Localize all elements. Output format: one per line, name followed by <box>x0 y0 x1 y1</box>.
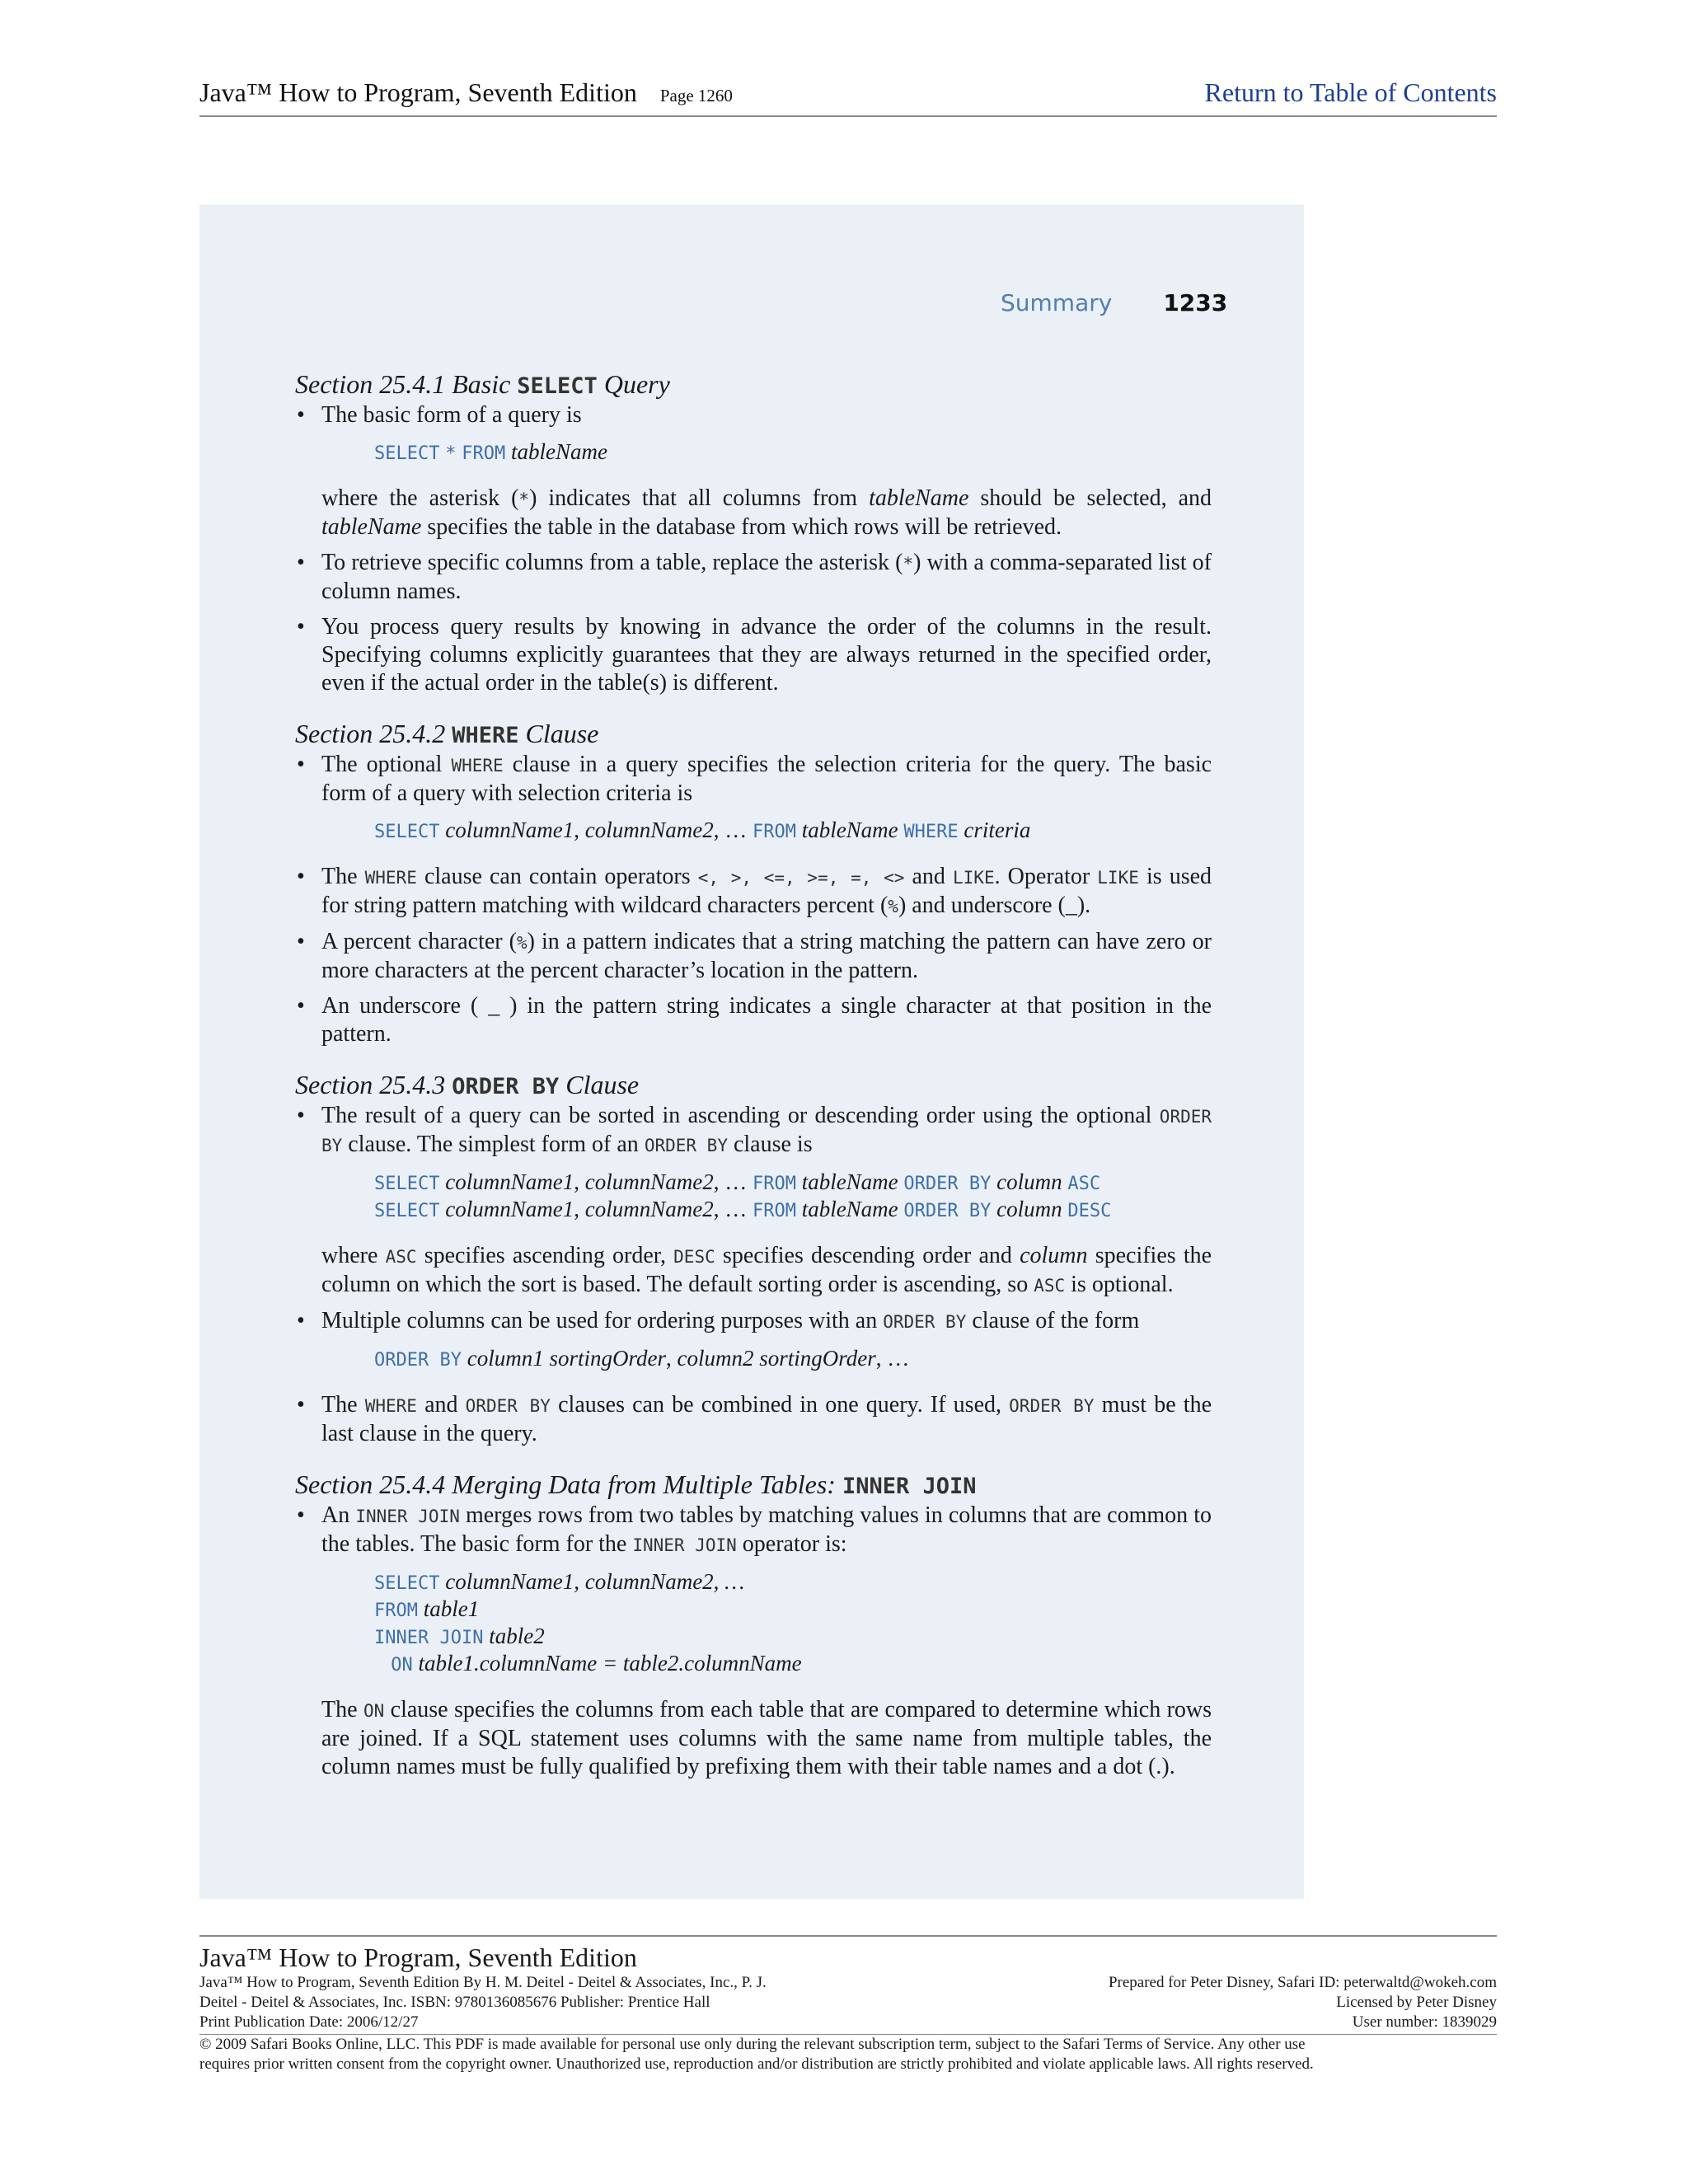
kw: FROM <box>752 1201 796 1221</box>
heading-text: Section 25.4.1 Basic <box>295 369 511 399</box>
list-item <box>295 863 1212 921</box>
footer-right <box>1109 1973 1497 2032</box>
placeholder: column1 <box>467 1346 544 1371</box>
page-footer <box>199 1935 1497 2074</box>
placeholder: criteria <box>964 818 1031 842</box>
text: The <box>321 1392 358 1418</box>
text: and <box>912 864 945 889</box>
code: INNER JOIN <box>355 1507 460 1526</box>
list-item <box>295 992 1212 1048</box>
footer-line: Deitel - Deitel & Associates, Inc. ISBN: 9780136085676 Publisher: Prentice Hall <box>199 1994 710 2011</box>
heading-text: Section 25.4.3 <box>295 1070 446 1099</box>
code: WHERE <box>364 1396 417 1416</box>
placeholder: table2 <box>489 1624 545 1648</box>
placeholder: columnName1 <box>445 1197 574 1221</box>
heading-code: WHERE <box>452 723 519 748</box>
placeholder: table1 <box>423 1596 480 1621</box>
list-item <box>295 401 1212 541</box>
kw: WHERE <box>903 822 959 842</box>
placeholder: columnName2 <box>584 818 714 842</box>
code: LIKE <box>953 868 995 888</box>
code-block <box>374 439 1212 466</box>
text: where the asterisk ( <box>321 485 519 511</box>
text: specifies the column on which the sort is based. The default sorting order is ascending, so <box>321 1243 1212 1297</box>
ellipsis: … <box>724 1169 748 1194</box>
text: The <box>321 864 358 889</box>
section-heading-25-4-1 <box>295 369 1212 401</box>
text: specifies ascending order, <box>424 1243 666 1268</box>
text: clause in a query specifies the selection criteria for the query. The basic form of a query with selection criteria is <box>321 752 1212 806</box>
text: clause is <box>733 1132 813 1157</box>
text: and <box>424 1392 458 1418</box>
kw: FROM <box>374 1601 418 1621</box>
kw: SELECT <box>374 1201 440 1221</box>
text: clause. The simplest form of an <box>348 1132 639 1157</box>
footer-left <box>199 1973 941 2032</box>
placeholder: column <box>996 1197 1062 1221</box>
placeholder: tableName <box>801 818 898 842</box>
heading-text: Section 25.4.4 Merging Data from Multiple Tables: <box>295 1469 836 1499</box>
text: is optional. <box>1071 1272 1174 1297</box>
list-item <box>295 751 1212 845</box>
text: operator is: <box>742 1531 847 1557</box>
kw: INNER JOIN <box>374 1628 484 1648</box>
placeholder: columnName1 <box>445 1169 574 1194</box>
list-item <box>295 613 1212 697</box>
footer-title: Java™ How to Program, Seventh Edition <box>199 1943 637 1972</box>
section-heading-25-4-2 <box>295 719 1212 751</box>
code-block: SELECT columnName1, columnName2, … FROM tableName WHERE criteria <box>374 818 1031 842</box>
placeholder: column2 <box>677 1346 754 1371</box>
footer-line: Java™ How to Program, Seventh Edition By H. M. Deitel - Deitel & Associates, Inc., P. J. <box>199 1974 767 1991</box>
kw: SELECT <box>374 822 440 842</box>
code: ASC <box>1034 1276 1066 1296</box>
copyright-line: © 2009 Safari Books Online, LLC. This PDF is made available for personal use only during the relevant subscription term, subject to the Safari Terms of Service. Any other use <box>199 2036 1306 2053</box>
heading-text-after: Clause <box>565 1070 640 1099</box>
text: A percent character ( <box>321 929 517 954</box>
ellipsis: … <box>887 1346 910 1371</box>
text: ) indicates that all columns from <box>529 485 858 511</box>
placeholder: columnName2 <box>584 1197 714 1221</box>
italic: tableName <box>869 485 969 511</box>
text: You process query results by knowing in advance the order of the columns in the result. Specifying columns explicitly guarantees that they are always returned in the specified order, even if the actual order in the table(s) is different. <box>321 614 1212 696</box>
copyright-line: requires prior written consent from the copyright owner. Unauthorized use, reproduction and/or distribution are strictly prohibited and violate applicable laws. All rights reserved. <box>199 2055 1314 2073</box>
running-head-label: Summary <box>1001 289 1113 316</box>
page-number: 1233 <box>1163 289 1228 316</box>
code: * <box>518 490 530 509</box>
text: ) and underscore (_). <box>898 893 1091 918</box>
copyright <box>199 2035 1497 2074</box>
kw: DESC <box>1067 1201 1112 1221</box>
kw: ASC <box>1067 1174 1101 1194</box>
section-heading-25-4-4 <box>295 1469 1212 1502</box>
code: WHERE <box>451 756 504 776</box>
footer-line: Prepared for Peter Disney, Safari ID: peterwaltd@wokeh.com <box>1108 1974 1497 1991</box>
toc-link[interactable]: Return to Table of Contents <box>1204 77 1497 107</box>
text: clauses can be combined in one query. If used, <box>558 1392 1001 1418</box>
footer-line: User number: 1839029 <box>1352 2013 1497 2031</box>
kw: ON <box>391 1655 413 1675</box>
heading-code: ORDER BY <box>452 1074 560 1099</box>
code-block: SELECT columnName1, columnName2, … FROM tableName ORDER BY column ASC SELECT columnName1, columnName2, … FROM tableName ORDER BY column DESC <box>374 1169 1112 1221</box>
code-block: ORDER BY column1 sortingOrder, column2 sortingOrder, … <box>374 1346 910 1371</box>
text: Multiple columns can be used for ordering purposes with an <box>321 1308 878 1333</box>
page-label: Page 1260 <box>659 86 733 105</box>
book-title-text: Java™ How to Program, Seventh Edition <box>199 77 637 107</box>
text: merges rows from two tables by matching values in columns that are common to the tables. The basic form for the <box>321 1502 1212 1557</box>
code-block <box>374 1569 1212 1678</box>
placeholder: tableName <box>801 1197 898 1221</box>
text: specifies the table in the database from which rows will be retrieved. <box>427 514 1062 540</box>
kw: FROM <box>752 822 796 842</box>
text: must be the last clause in the query. <box>321 1392 1212 1446</box>
footer-line: Print Publication Date: 2006/12/27 <box>199 2013 419 2031</box>
bullet-list <box>295 401 1212 697</box>
text: To retrieve specific columns from a table, replace the asterisk ( <box>321 550 903 575</box>
text: clause can contain operators <box>424 864 691 889</box>
text: is used for string pattern matching with wildcard characters percent ( <box>321 864 1212 918</box>
placeholder: tableName <box>801 1169 898 1194</box>
heading-text-after: Clause <box>525 719 599 748</box>
text: The result of a query can be sorted in ascending or descending order using the optional <box>321 1103 1152 1128</box>
code: WHERE <box>364 868 417 888</box>
heading-text: Section 25.4.2 <box>295 719 446 748</box>
placeholder: tableName <box>510 439 607 464</box>
kw: SELECT <box>374 1174 440 1194</box>
code: * <box>903 554 914 574</box>
text: specifies descending order and <box>722 1243 1012 1268</box>
paragraph <box>321 485 1212 541</box>
section-heading-25-4-3 <box>295 1070 1212 1102</box>
bullet-list <box>295 751 1212 1048</box>
ellipsis: … <box>724 1197 748 1221</box>
code: ORDER BY <box>321 1107 1212 1155</box>
kw: ORDER BY <box>374 1350 462 1371</box>
kw: FROM <box>752 1174 796 1194</box>
placeholder: columnName2 <box>584 1169 714 1194</box>
text: should be selected, and <box>980 485 1212 511</box>
kw: SELECT <box>374 1573 440 1594</box>
code: ORDER BY <box>644 1136 728 1155</box>
heading-code: INNER JOIN <box>842 1474 977 1499</box>
list-item <box>295 1391 1212 1448</box>
text: . Operator <box>994 864 1090 889</box>
footer-line: Licensed by Peter Disney <box>1336 1994 1497 2011</box>
placeholder: column <box>996 1169 1062 1194</box>
code: ASC <box>385 1247 417 1267</box>
placeholder: sortingOrder <box>549 1346 666 1371</box>
kw: * <box>445 443 457 464</box>
italic: column <box>1020 1243 1088 1268</box>
placeholder: columnName1 <box>445 818 574 842</box>
placeholder: sortingOrder <box>759 1346 876 1371</box>
text: where <box>321 1243 378 1268</box>
code: % <box>516 933 528 953</box>
code: DESC <box>673 1247 715 1267</box>
code: ORDER BY <box>883 1312 967 1332</box>
placeholder: table1.columnName = table2.columnName <box>418 1651 802 1675</box>
list-item <box>295 1502 1212 1781</box>
code: <, >, <=, >=, =, <> <box>697 868 905 888</box>
text: ) in a pattern indicates that a string matching the pattern can have zero or more characters at the percent character’s location in the pattern. <box>321 929 1212 983</box>
list-item <box>295 1307 1212 1373</box>
code: ON <box>363 1701 385 1721</box>
page-header <box>199 73 1497 117</box>
book-page <box>199 204 1304 1899</box>
book-title <box>199 77 733 108</box>
code: ORDER BY <box>465 1396 551 1416</box>
text: The optional <box>321 752 443 777</box>
summary-content <box>295 369 1212 1788</box>
text: The basic form of a query is <box>321 402 582 428</box>
list-item <box>295 1102 1212 1300</box>
footer-meta <box>199 1973 1497 2031</box>
running-head <box>1001 289 1227 316</box>
list-item <box>295 549 1212 606</box>
code: % <box>888 897 898 916</box>
kw: SELECT <box>374 443 440 464</box>
bullet-list <box>295 1502 1212 1781</box>
kw: ORDER BY <box>903 1174 992 1194</box>
code: ORDER BY <box>1009 1396 1095 1416</box>
text: An underscore ( _ ) in the pattern string indicates a single character at that position in the pattern. <box>321 993 1212 1047</box>
bullet-list <box>295 1102 1212 1448</box>
heading-text-after: Query <box>603 369 670 399</box>
paragraph <box>321 1696 1212 1781</box>
code: LIKE <box>1097 868 1139 888</box>
code: INNER JOIN <box>632 1535 737 1555</box>
kw: FROM <box>462 443 506 464</box>
text: clause of the form <box>972 1308 1140 1333</box>
text: clause specifies the columns from each table that are compared to determine which rows are joined. If a SQL statement uses columns with the same name from multiple tables, the column names must be fully qualified by prefixing them with their table names and a dot (.). <box>321 1697 1212 1779</box>
italic: tableName <box>321 514 422 540</box>
text: The <box>321 1697 358 1722</box>
placeholder: columnName1, columnName2, … <box>445 1569 745 1594</box>
ellipsis: … <box>724 818 748 842</box>
text: ) with a comma-separated list of column names. <box>321 550 1212 604</box>
list-item <box>295 928 1212 985</box>
kw: ORDER BY <box>903 1201 992 1221</box>
text: An <box>321 1502 350 1528</box>
heading-code: SELECT <box>517 373 598 399</box>
paragraph <box>321 1242 1212 1300</box>
